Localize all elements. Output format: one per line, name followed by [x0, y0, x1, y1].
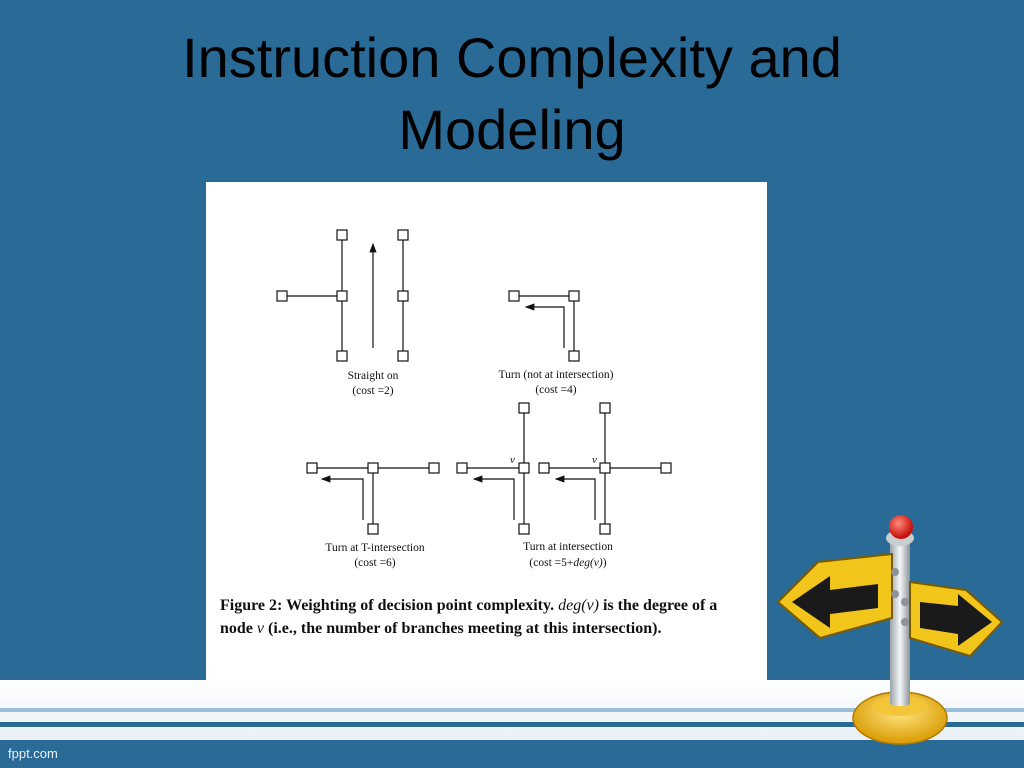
signpost-icon — [770, 510, 1020, 755]
straight-label: Straight on — [347, 370, 399, 382]
t-intersection-diagram — [307, 463, 439, 534]
footer-brand: fppt.com — [8, 746, 58, 761]
title-line-2: Modeling — [398, 98, 626, 161]
turn-diagram — [509, 291, 579, 361]
right-arrow-sign-icon — [910, 582, 1002, 656]
red-light-icon — [889, 515, 913, 539]
figure-panel — [206, 182, 767, 680]
intersection-label: Turn at intersection — [523, 541, 613, 553]
turn-cost: (cost =4) — [535, 384, 577, 396]
title-line-1: Instruction Complexity and — [182, 26, 842, 89]
intersection-cost: (cost =5+deg(v)) — [529, 557, 607, 569]
node-v-label-b: v — [592, 454, 597, 466]
figure-caption: Figure 2: Weighting of decision point complexity. deg(v) is the degree of a node v (i.e., the number of branches meeting at this intersection). — [220, 597, 718, 637]
left-arrow-sign-icon — [778, 554, 892, 638]
t-intersection-cost: (cost =6) — [354, 557, 396, 569]
intersection-diagram-b — [539, 403, 671, 534]
straight-cost: (cost =2) — [352, 385, 394, 397]
straight-on-diagram — [277, 230, 408, 361]
slide-title — [0, 22, 1024, 166]
intersection-diagram-a — [457, 403, 529, 534]
turn-label: Turn (not at intersection) — [498, 369, 614, 381]
t-intersection-label: Turn at T-intersection — [325, 542, 425, 554]
node-v-label-a: v — [510, 454, 515, 466]
